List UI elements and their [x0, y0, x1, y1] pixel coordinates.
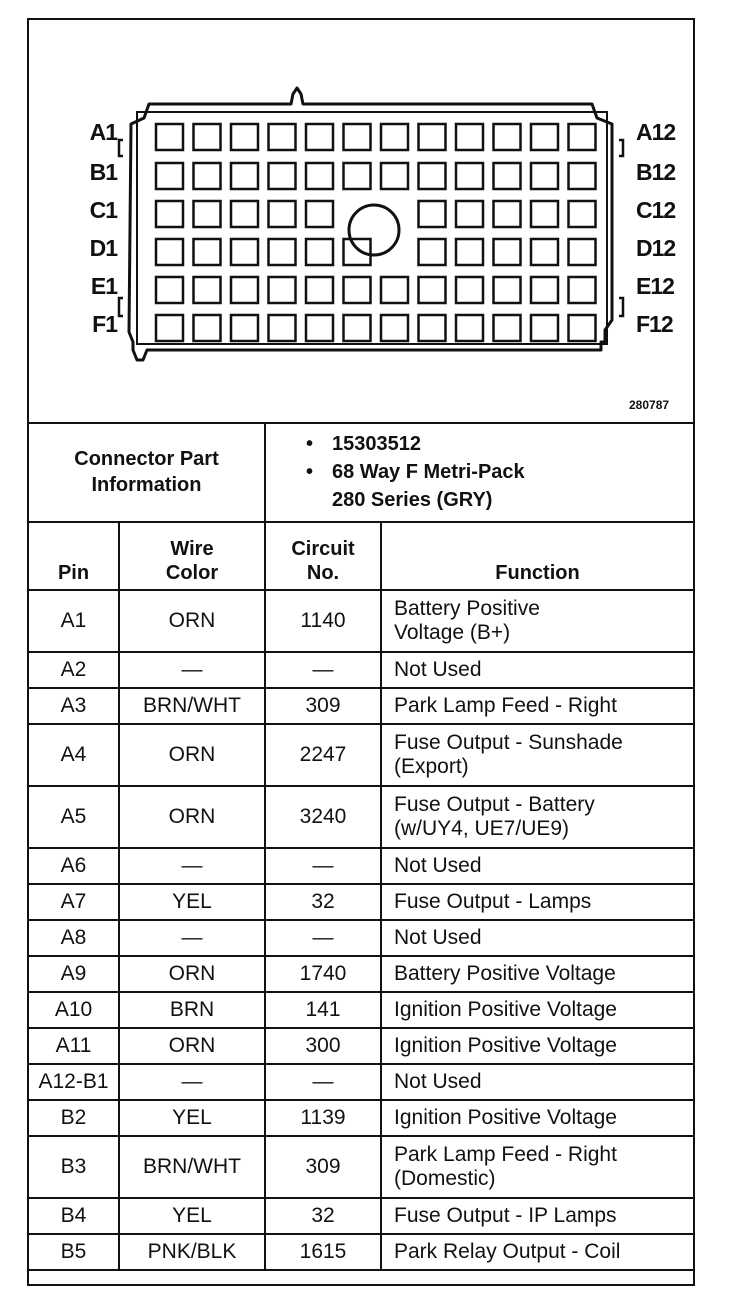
cavity-r5-c8	[456, 315, 483, 341]
table-row	[29, 848, 693, 884]
cavity-r0-c3	[269, 124, 296, 150]
function-cell: Park Lamp Feed - Right (Domestic)	[381, 1136, 693, 1198]
connector-description: 68 Way F Metri-Pack	[332, 460, 525, 483]
connector-info-details: • 15303512 • 68 Way F Metri-Pack 280 Series (GRY)	[265, 422, 693, 522]
pinout-table	[29, 422, 693, 1271]
wire-color-cell: YEL	[119, 1100, 265, 1136]
cavity-r1-c4	[306, 163, 333, 189]
cavity-r5-c2	[231, 315, 258, 341]
cavity-r4-c6	[381, 277, 408, 303]
row-label-b12: B12	[636, 159, 676, 185]
table-header-row	[29, 522, 693, 590]
cavity-r0-c1	[194, 124, 221, 150]
wire-color-cell: ORN	[119, 1028, 265, 1064]
cavity-r2-c1	[194, 201, 221, 227]
cavity-r2-c2	[231, 201, 258, 227]
center-key-circle	[349, 205, 399, 255]
cavity-r1-c1	[194, 163, 221, 189]
row-label-f12: F12	[636, 311, 673, 337]
cavity-r3-c5	[344, 239, 371, 265]
circuit-cell: —	[265, 1064, 381, 1100]
connector-info-row	[29, 422, 693, 522]
cavity-r1-c3	[269, 163, 296, 189]
cavity-r4-c10	[531, 277, 558, 303]
function-cell: Not Used	[381, 848, 693, 884]
pin-cell: A10	[29, 992, 119, 1028]
cavity-r0-c6	[381, 124, 408, 150]
circuit-cell: 309	[265, 688, 381, 724]
cavity-r3-c9	[494, 239, 521, 265]
cavity-r3-c1	[194, 239, 221, 265]
connector-sheet	[27, 18, 695, 1286]
cavity-r1-c2	[231, 163, 258, 189]
cavity-r2-c9	[494, 201, 521, 227]
table-row	[29, 652, 693, 688]
circuit-cell: 2247	[265, 724, 381, 786]
wire-color-cell: ORN	[119, 956, 265, 992]
part-number: 15303512	[332, 432, 421, 455]
pin-cell: B5	[29, 1234, 119, 1270]
cavity-r1-c8	[456, 163, 483, 189]
circuit-cell: 1139	[265, 1100, 381, 1136]
row-label-d12: D12	[636, 235, 676, 261]
function-cell: Park Relay Output - Coil	[381, 1234, 693, 1270]
cavity-r5-c0	[156, 315, 183, 341]
table-row	[29, 992, 693, 1028]
wire-color-cell: PNK/BLK	[119, 1234, 265, 1270]
cavity-r0-c5	[344, 124, 371, 150]
pin-cell: A9	[29, 956, 119, 992]
table-row	[29, 1234, 693, 1270]
function-cell: Not Used	[381, 652, 693, 688]
pin-cell: A2	[29, 652, 119, 688]
cavity-r5-c3	[269, 315, 296, 341]
table-row	[29, 786, 693, 848]
row-label-f1: F1	[92, 311, 117, 337]
table-row	[29, 956, 693, 992]
function-cell: Fuse Output - Battery (w/UY4, UE7/UE9)	[381, 786, 693, 848]
cavity-r4-c7	[419, 277, 446, 303]
cavity-r2-c8	[456, 201, 483, 227]
connector-diagram	[29, 20, 693, 424]
function-cell: Ignition Positive Voltage	[381, 1100, 693, 1136]
cavity-r5-c5	[344, 315, 371, 341]
cavity-r1-c5	[344, 163, 371, 189]
function-cell: Fuse Output - Lamps	[381, 884, 693, 920]
function-cell: Battery Positive Voltage (B+)	[381, 590, 693, 652]
pin-cell: A6	[29, 848, 119, 884]
function-cell: Ignition Positive Voltage	[381, 992, 693, 1028]
cavity-r2-c11	[569, 201, 596, 227]
figure-id: 280787	[629, 398, 670, 412]
wire-color-cell: —	[119, 848, 265, 884]
cavity-r3-c11	[569, 239, 596, 265]
cavity-r4-c11	[569, 277, 596, 303]
wire-color-cell: BRN	[119, 992, 265, 1028]
header-wire-color: Wire Color	[119, 522, 265, 590]
circuit-cell: —	[265, 848, 381, 884]
wire-color-cell: —	[119, 1064, 265, 1100]
cavity-r3-c4	[306, 239, 333, 265]
wire-color-cell: YEL	[119, 884, 265, 920]
cavity-r0-c8	[456, 124, 483, 150]
row-label-c1: C1	[89, 197, 117, 223]
cavity-r5-c6	[381, 315, 408, 341]
wire-color-cell: ORN	[119, 786, 265, 848]
cavity-r3-c0	[156, 239, 183, 265]
cavity-r3-c3	[269, 239, 296, 265]
header-circuit-no: Circuit No.	[265, 522, 381, 590]
cavity-r4-c4	[306, 277, 333, 303]
table-row	[29, 1064, 693, 1100]
pin-cell: A3	[29, 688, 119, 724]
wire-color-cell: BRN/WHT	[119, 688, 265, 724]
row-label-b1: B1	[89, 159, 117, 185]
row-label-e1: E1	[90, 273, 117, 299]
cavity-r2-c0	[156, 201, 183, 227]
circuit-cell: 1615	[265, 1234, 381, 1270]
circuit-cell: 32	[265, 1198, 381, 1234]
cavity-r5-c9	[494, 315, 521, 341]
wire-color-cell: BRN/WHT	[119, 1136, 265, 1198]
circuit-cell: 3240	[265, 786, 381, 848]
row-label-e12: E12	[636, 273, 674, 299]
cavity-r3-c10	[531, 239, 558, 265]
cavity-r3-c7	[419, 239, 446, 265]
cavity-r1-c0	[156, 163, 183, 189]
function-cell: Ignition Positive Voltage	[381, 1028, 693, 1064]
header-function: Function	[381, 522, 693, 590]
cavity-r4-c5	[344, 277, 371, 303]
connector-info-label: Connector Part Information	[29, 422, 265, 522]
cavity-r2-c10	[531, 201, 558, 227]
cavity-r4-c1	[194, 277, 221, 303]
header-pin: Pin	[29, 522, 119, 590]
pin-cell: A11	[29, 1028, 119, 1064]
cavity-r0-c9	[494, 124, 521, 150]
function-cell: Battery Positive Voltage	[381, 956, 693, 992]
circuit-cell: 141	[265, 992, 381, 1028]
table-row	[29, 1136, 693, 1198]
cavity-r4-c0	[156, 277, 183, 303]
cavity-r4-c3	[269, 277, 296, 303]
cavity-r5-c1	[194, 315, 221, 341]
cavity-r0-c0	[156, 124, 183, 150]
circuit-cell: 309	[265, 1136, 381, 1198]
cavity-r2-c7	[419, 201, 446, 227]
cavity-r4-c8	[456, 277, 483, 303]
cavity-r0-c4	[306, 124, 333, 150]
cavity-r4-c2	[231, 277, 258, 303]
table-row	[29, 884, 693, 920]
function-cell: Fuse Output - IP Lamps	[381, 1198, 693, 1234]
circuit-cell: 32	[265, 884, 381, 920]
cavity-r5-c4	[306, 315, 333, 341]
connector-face-drawing	[29, 20, 693, 422]
cavity-r1-c10	[531, 163, 558, 189]
cavity-r0-c11	[569, 124, 596, 150]
cavity-r1-c9	[494, 163, 521, 189]
table-row	[29, 590, 693, 652]
cavity-r3-c8	[456, 239, 483, 265]
table-row	[29, 1198, 693, 1234]
wire-color-cell: ORN	[119, 590, 265, 652]
row-label-d1: D1	[89, 235, 117, 261]
circuit-cell: 1740	[265, 956, 381, 992]
wire-color-cell: YEL	[119, 1198, 265, 1234]
wire-color-cell: ORN	[119, 724, 265, 786]
function-cell: Not Used	[381, 920, 693, 956]
circuit-cell: —	[265, 920, 381, 956]
cavity-r1-c11	[569, 163, 596, 189]
cavity-r1-c7	[419, 163, 446, 189]
pin-cell: A1	[29, 590, 119, 652]
circuit-cell: 300	[265, 1028, 381, 1064]
connector-series: 280 Series (GRY)	[332, 488, 493, 511]
function-cell: Park Lamp Feed - Right	[381, 688, 693, 724]
cavity-r4-c9	[494, 277, 521, 303]
pin-cell: A4	[29, 724, 119, 786]
pin-cell: B4	[29, 1198, 119, 1234]
pin-cell: A5	[29, 786, 119, 848]
row-label-a12: A12	[636, 119, 676, 145]
wire-color-cell: —	[119, 920, 265, 956]
cavity-r5-c11	[569, 315, 596, 341]
cavity-r3-c2	[231, 239, 258, 265]
pin-cell: B2	[29, 1100, 119, 1136]
circuit-cell: 1140	[265, 590, 381, 652]
table-row	[29, 1100, 693, 1136]
table-row	[29, 724, 693, 786]
cavity-r1-c6	[381, 163, 408, 189]
pin-cell: A8	[29, 920, 119, 956]
cavity-r2-c3	[269, 201, 296, 227]
cavity-r5-c7	[419, 315, 446, 341]
cavity-r5-c10	[531, 315, 558, 341]
function-cell: Fuse Output - Sunshade (Export)	[381, 724, 693, 786]
cavity-r0-c7	[419, 124, 446, 150]
circuit-cell: —	[265, 652, 381, 688]
pin-cell: A7	[29, 884, 119, 920]
function-cell: Not Used	[381, 1064, 693, 1100]
table-row	[29, 688, 693, 724]
cavity-r0-c2	[231, 124, 258, 150]
table-row	[29, 920, 693, 956]
cavity-r0-c10	[531, 124, 558, 150]
pin-cell: A12-B1	[29, 1064, 119, 1100]
wire-color-cell: —	[119, 652, 265, 688]
row-label-a1: A1	[89, 119, 117, 145]
pin-cell: B3	[29, 1136, 119, 1198]
row-label-c12: C12	[636, 197, 676, 223]
table-row	[29, 1028, 693, 1064]
cavity-r2-c4	[306, 201, 333, 227]
